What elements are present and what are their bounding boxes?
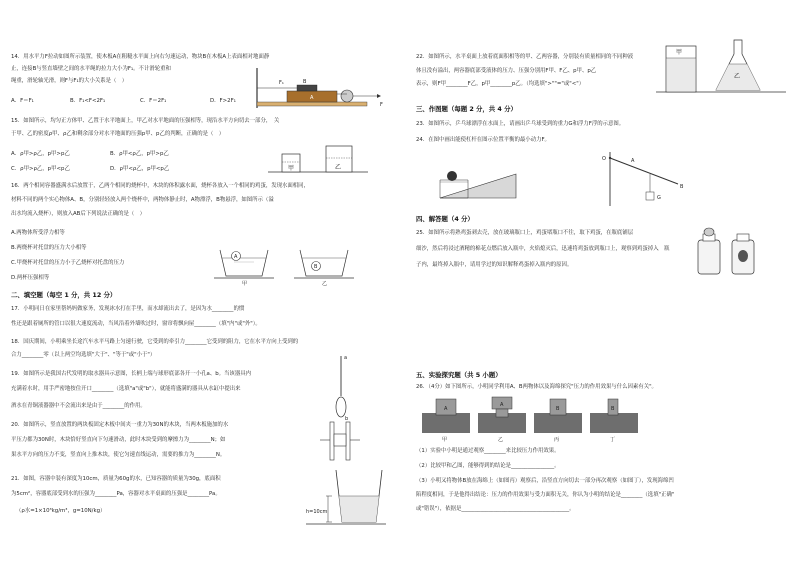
q19-line1: 19．如图所示是我国古代发明的取水器具示意图，长柄上端与球形底部各开一小孔a、b。当该器具内 [11, 371, 251, 377]
q21-line3: （ρ水=1×10³kg/m³，g=10N/kg） [16, 508, 106, 514]
q19-figure [326, 352, 356, 422]
q16-option-b: B.两烧杯对托盘的压力大小相等 [11, 245, 87, 251]
q23-figure [438, 158, 518, 202]
q15-option-a: A．ρ甲>ρ乙，p甲>p乙 [11, 151, 70, 157]
q22-line2: 体且没有溢出，两容器底部受液体的压力、压强分别用F甲、F乙、p甲、p乙 [416, 68, 597, 74]
q19-fig-label-b: b [345, 416, 349, 422]
q25-line3: 子内，最终掉入瓶中，请用学过的知识解释鸡蛋掉入瓶内的原因。 [416, 262, 573, 268]
q14-line3: 绳重，滑轮轴光滑，则F与F₁的大小关系是（ ） [11, 78, 128, 84]
q22-fig-label-jia: 甲 [676, 49, 683, 56]
q26-part3-line3: 或"错误"），依据是________________________________________。 [416, 506, 575, 512]
q16-option-a: A.两物体所受浮力相等 [11, 230, 65, 236]
q15-line2: 于甲、乙的密度ρ甲、ρ乙和剩余部分对水平地面的压强p甲、p乙的判断，正确的是（ ） [11, 131, 225, 137]
q19-line2: 充满着水时，用手严密地按住开口________（选填"a"或"b"），就能将盛满的器具从水缸中提出来 [11, 386, 241, 392]
q16-figure [212, 244, 362, 286]
q15-option-d: D．ρ甲<ρ乙，p甲<p乙 [110, 166, 170, 172]
q15-line1: 15．如图所示，均匀正方体甲、乙置于水平地面上，甲乙对水平地面的压强相等，现沿水平方向切去一部分， 关 [11, 118, 280, 124]
q25-line2: 细沙，然后将浸过酒精的棉花点燃后放入瓶中，火焰熄灭后，迅速将鸡蛋放到瓶口上，观察到鸡蛋掉入 瓶 [416, 246, 670, 252]
q22-fig-label-yi: 乙 [734, 73, 741, 80]
q14-fig-label-f1: F₁ [279, 80, 284, 86]
q14-option-c: C．F＝2F₁ [140, 98, 167, 104]
q14-option-a: A．F＝F₁ [11, 98, 34, 104]
q26-block-label-3: B [556, 406, 560, 412]
q15-option-c: C．ρ甲>ρ乙，p甲<p乙 [11, 166, 70, 172]
q17-line2: 性还是跟着厕所的管口以很大速度流动，当风沿着外墙吹过时，窗帘将飘向屋________（填"内"或"外"）。 [11, 321, 261, 327]
q24-fig-label-o: O [602, 156, 606, 162]
section-answer-heading: 四、解答题（4 分） [416, 215, 474, 223]
q14-option-d: D．F>2F₁ [210, 98, 236, 104]
q26-fig-label-jia: 甲 [442, 437, 448, 443]
q20-line1: 20．如图所示，竖直放置的两块板固定木板中间夹一重力为30N的木块，当两木板施加的水 [11, 422, 229, 428]
q15-figure [268, 140, 368, 176]
q18-line1: 18．国庆期间，小明乘坐长途汽车水平马路上匀速行驶，它受到的牵引力________它受到的阻力，它在水平方向上受到的 [11, 339, 299, 345]
q26-block-label-4: B [611, 406, 615, 412]
q16-line2: 材料不同的两个实心物体A、B，分别轻轻放入两个烧杯中，两物体静止时，A物漂浮，B物悬浮，如图所示（溢 [11, 197, 274, 203]
q15-option-b: B．ρ甲<ρ乙，p甲>p乙 [110, 151, 169, 157]
q16-fig-label-yi: 乙 [322, 281, 328, 286]
q14-figure [255, 66, 390, 111]
q24-text: 24．在图中画出能使杠杆在图示位置平衡的最小动力F。 [416, 137, 550, 143]
q19-line3: 酒水在青铜液器器中不会流出来是由于________的作用。 [11, 403, 146, 409]
section-fill-blank-heading: 二、填空题（每空 1 分，共 12 分） [11, 291, 117, 299]
q26-figure [420, 393, 650, 443]
q15-fig-label-yi: 乙 [335, 164, 342, 171]
q16-fig-label-b: B [314, 264, 318, 270]
q14-line2: 止，连接B与竖直墙壁之间的水平绳的拉力大小为F₁。不计滑轮重和 [11, 66, 171, 72]
q24-fig-label-b: B [680, 184, 684, 190]
right-column [400, 0, 794, 561]
q26-part3-line1: （3）小明又将物体B放在海绵上（如图丙）观察后，沿竖直方向切去一部分再次观察（如图丁），发现海绵凹 [416, 478, 674, 484]
q20-line3: 果水平方向的压力不变，竖直向上推木块，使它匀速直线运动，需要的推力为________N。 [11, 452, 226, 458]
q22-line3: 表示，则F甲________F乙，p甲________p乙。（均选填">""="或"<"） [416, 81, 585, 87]
q14-fig-label-a: A [310, 95, 314, 101]
q14-fig-label-b: B [303, 79, 307, 85]
q23-text: 23．如图所示，乒乓球漂浮在水面上，请画出乒乓球受到的重力G和浮力F浮的示意图。 [416, 121, 625, 127]
q26-fig-label-ding: 丁 [610, 437, 616, 443]
q21-line1: 21．如图，容器中装有深度为10cm，质量为60g的水，已知容器的质量为30g，底面积 [11, 476, 221, 482]
q17-line1: 17．小明同日在家里帮妈妈做家务，发现冰水打在手里，而水却流出去了，是因为水________的惯 [11, 306, 245, 312]
q21-line2: 为5cm²，容器底部受到水的压强为________Pa，容器对水平桌面的压强是________Pa。 [11, 491, 221, 497]
q22-line1: 22．如图所示，水平桌面上放着底面积相等的甲、乙两容器，分别装有质量相同的不同种液 [416, 54, 634, 60]
q26-fig-label-bing: 丙 [554, 437, 560, 443]
q16-fig-label-a: A [234, 254, 238, 260]
q24-fig-label-g: G [657, 195, 661, 201]
q24-fig-label-a: A [631, 158, 635, 164]
q26-part3-line2: 陷程度相同，于是他得出结论：压力的作用效果与受力面积无关，你认为小明的结论是________（选填"正确" [416, 492, 675, 498]
q26-fig-label-yi: 乙 [498, 437, 504, 443]
q14-option-b: B．F₁<F<2F₁ [70, 98, 106, 104]
section-experiment-heading: 五、实验探究题（共 5 小题） [416, 371, 502, 379]
q20-line2: 平压力都为30N时，木块恰好竖直向下匀速滑动，此时木块受到的摩擦力为________N；如 [11, 437, 226, 443]
q26-part2: （2）比较甲和乙图，能够得到的结论是________________。 [416, 463, 560, 469]
q18-line2: 合力________零（以上两空均选填"大于"、"等于"或"小于"） [11, 352, 156, 358]
q20-figure [320, 420, 360, 462]
q15-fig-label-jia: 甲 [288, 165, 295, 172]
q21-figure [306, 466, 386, 528]
q25-figure [692, 226, 764, 276]
q26-block-label-2: A [500, 402, 504, 408]
q14-line1: 14．用水平力F拉动如图所示装置，使木板A在粗糙水平面上向右匀速运动，物块B在木板A上表面相对地面静 [11, 54, 270, 60]
q16-line3: 出水均流入烧杯），则放入AB后下列说法正确的是（ ） [11, 211, 146, 217]
q16-option-d: D.两杯压强相等 [11, 275, 50, 281]
q16-option-c: C.甲烧杯对托盘的压力小于乙烧杯对托盘的压力 [11, 260, 125, 266]
q24-figure [600, 148, 690, 210]
q25-line1: 25．如图所示将熟鸡蛋剥去壳，放在玻璃瓶口上，鸡蛋堵瓶口不往，取下鸡蛋，在瓶底铺层 [416, 230, 634, 236]
q26-part1: （1）实验中小明是通过观察________来比较压力作用效果。 [416, 448, 560, 454]
q26-line1: 26．（4分）如下图所示，小明同学利用A、B两物体以及海绵探究"压力的作用效果与什么因素有关"。 [416, 384, 657, 390]
q26-block-label-1: A [444, 406, 448, 412]
q16-line1: 16．两个相同容器盛满水后放置于，乙两个相同的烧杯中，木块的体积露水面，烧杯各放入一个相同的鸡蛋，发现水面相同， [11, 183, 309, 189]
q22-figure [656, 34, 786, 96]
q14-fig-label-f: F [380, 102, 383, 108]
q19-fig-label-a: a [344, 355, 348, 361]
q21-fig-label-depth: h=10cm [306, 509, 328, 515]
section-drawing-heading: 三、作图题（每题 2 分，共 4 分） [416, 105, 517, 113]
q16-fig-label-jia: 甲 [242, 281, 248, 286]
